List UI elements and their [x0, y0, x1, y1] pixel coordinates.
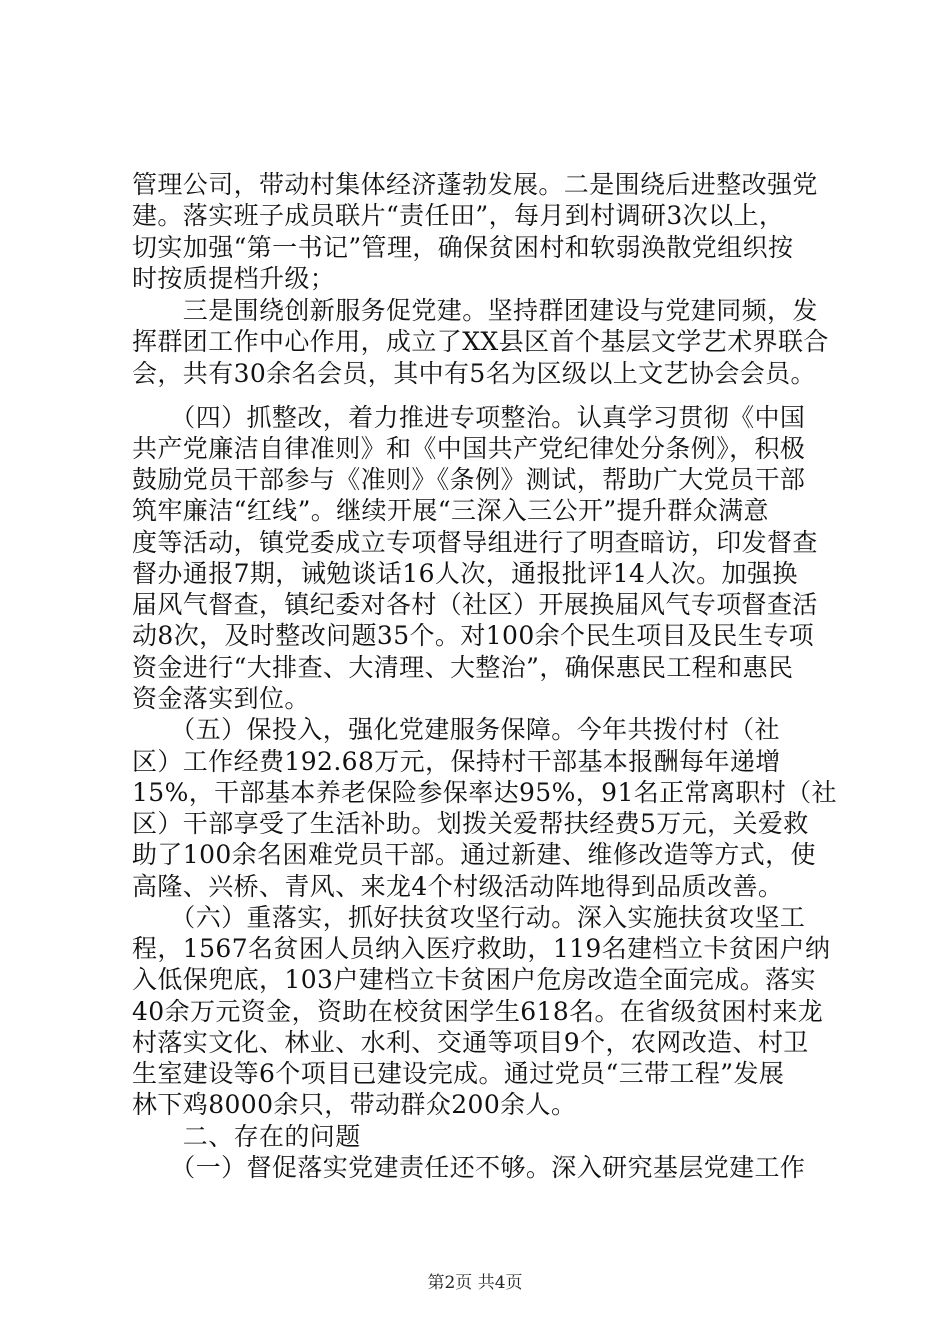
text-line: （五）保投入，强化党建服务保障。今年共拨付村（社	[132, 715, 780, 744]
text-line: 共产党廉洁自律准则》和《中国共产党纪律处分条例》，积极	[132, 434, 806, 463]
text-line: 助了100余名困难党员干部。通过新建、维修改造等方式，使	[132, 840, 816, 869]
text-line: 区）干部享受了生活补助。划拨关爱帮扶经费5万元，关爱救	[132, 809, 809, 838]
text-line: 资金进行“大排查、大清理、大整治”，确保惠民工程和惠民	[132, 653, 794, 682]
text-line: 督办通报7期，诫勉谈话16人次，通报批评14人次。加强换	[132, 559, 798, 588]
section-heading: 二、存在的问题	[132, 1122, 361, 1151]
text-line: 鼓励党员干部参与《准则》《条例》测试，帮助广大党员干部	[132, 465, 806, 494]
text-line: 届风气督查，镇纪委对各村（社区）开展换届风气专项督查活	[132, 590, 818, 619]
text-line: 挥群团工作中心作用，成立了XX县区首个基层文学艺术界联合	[132, 327, 829, 356]
text-line: 筑牢廉洁“红线”。继续开展“三深入三公开”提升群众满意	[132, 496, 769, 525]
text-line: 切实加强“第一书记”管理，确保贫困村和软弱涣散党组织按	[132, 233, 794, 262]
text-line: 15%，干部基本养老保险参保率达95%，91名正常离职村（社	[132, 778, 837, 807]
page-footer: 第2页 共4页	[427, 1273, 523, 1293]
text-line: 村落实文化、林业、水利、交通等项目9个，农网改造、村卫	[132, 1028, 809, 1057]
text-line: 建。落实班子成员联片“责任田”，每月到村调研3次以上，	[132, 201, 785, 230]
text-line: 区）工作经费192.68万元，保持村干部基本报酬每年递增	[132, 747, 781, 776]
text-line: 度等活动，镇党委成立专项督导组进行了明查暗访，印发督查	[132, 528, 818, 557]
text-line: 会，共有30余名会员，其中有5名为区级以上文艺协会会员。	[132, 359, 816, 388]
text-line: 40余万元资金，资助在校贫困学生618名。在省级贫困村来龙	[132, 997, 824, 1026]
text-line: 入低保兜底，103户建档立卡贫困户危房改造全面完成。落实	[132, 965, 816, 994]
text-line: （六）重落实，抓好扶贫攻坚行动。深入实施扶贫攻坚工	[132, 903, 806, 932]
text-line: 高隆、兴桥、青风、来龙4个村级活动阵地得到品质改善。	[132, 872, 784, 901]
text-line: 程，1567名贫困人员纳入医疗救助，119名建档立卡贫困户纳	[132, 934, 831, 963]
text-line: （四）抓整改，着力推进专项整治。认真学习贯彻《中国	[132, 403, 806, 432]
text-line: 资金落实到位。	[132, 684, 310, 713]
text-line: 时按质提档升级；	[132, 264, 336, 293]
text-line: 生室建设等6个项目已建设完成。通过党员“三带工程”发展	[132, 1059, 785, 1088]
text-line: 动8次，及时整改问题35个。对100余个民生项目及民生专项	[132, 621, 815, 650]
text-line: 管理公司，带动村集体经济蓬勃发展。二是围绕后进整改强党	[132, 170, 818, 199]
text-line: 林下鸡8000余只，带动群众200余人。	[132, 1090, 577, 1119]
text-line: （一）督促落实党建责任还不够。深入研究基层党建工作	[132, 1153, 806, 1182]
text-line: 三是围绕创新服务促党建。坚持群团建设与党建同频，发	[132, 296, 818, 325]
